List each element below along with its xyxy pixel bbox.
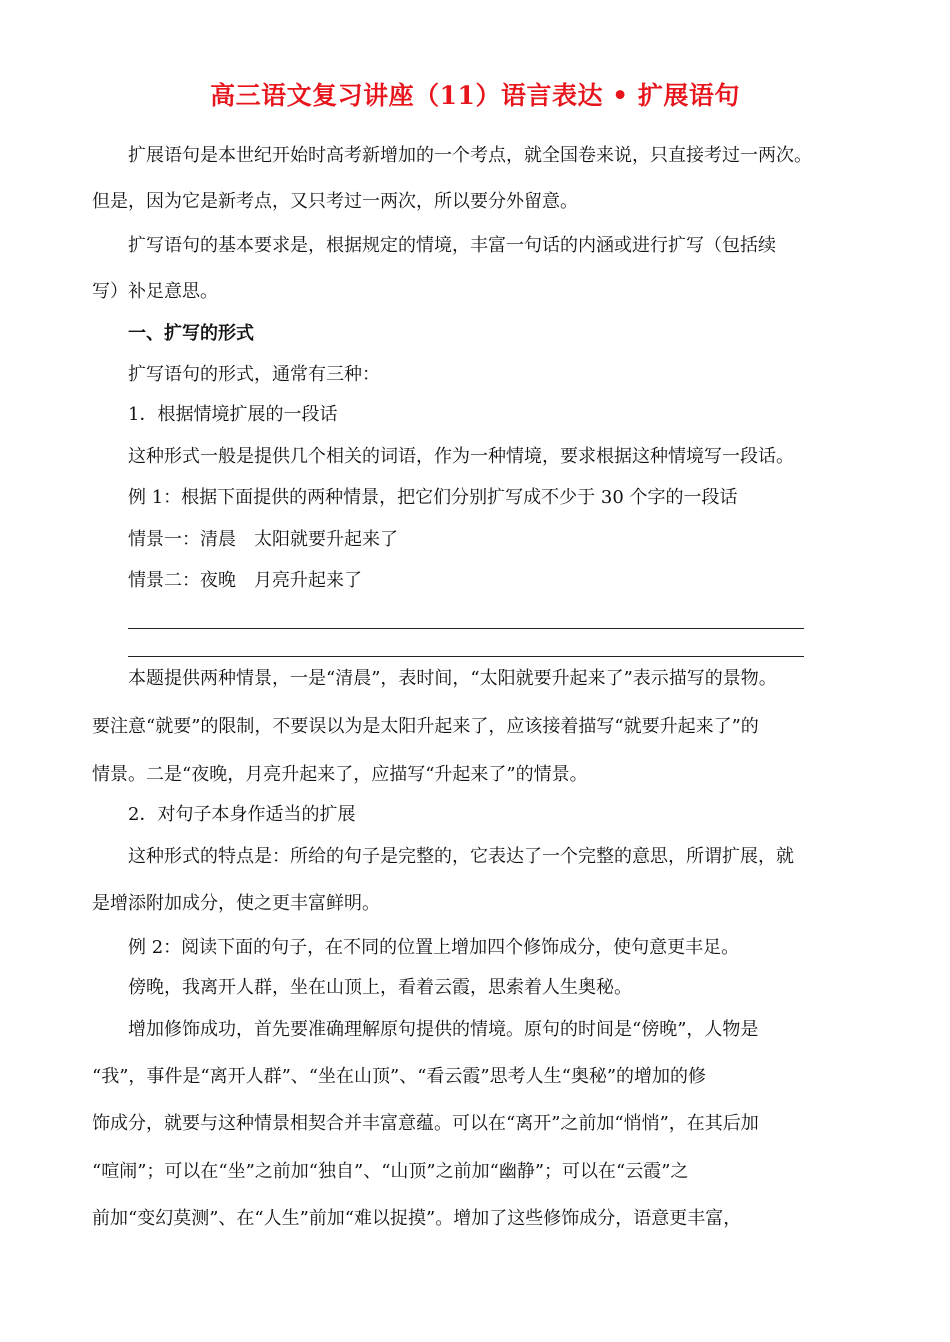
subsection-heading: 2．对句子本身作适当的扩展 [128, 804, 356, 825]
example-sentence: 傍晚，我离开人群，坐在山顶上，看着云霞，思索着人生奥秘。 [128, 977, 632, 998]
section-heading: 一、扩写的形式 [128, 323, 254, 344]
paragraph-line: 前加“变幻莫测”、在“人生”前加“难以捉摸”。增加了这些修饰成分，语意更丰富， [92, 1208, 742, 1229]
paragraph-line: 但是，因为它是新考点，又只考过一两次，所以要分外留意。 [92, 191, 578, 212]
scenario-line: 情景二：夜晚 月亮升起来了 [128, 570, 362, 591]
paragraph-line: 情景。二是“夜晚，月亮升起来了，应描写“升起来了”的情景。 [92, 764, 588, 785]
paragraph-line: 这种形式一般是提供几个相关的词语，作为一种情境，要求根据这种情境写一段话。 [128, 446, 794, 467]
example-line: 例 2：阅读下面的句子，在不同的位置上增加四个修饰成分，使句意更丰足。 [128, 937, 740, 958]
answer-blank-line [128, 628, 804, 629]
paragraph-line: “我”，事件是“离开人群”、“坐在山顶”、“看云霞”思考人生“奥秘”的增加的修 [92, 1066, 707, 1087]
subsection-heading: 1．根据情境扩展的一段话 [128, 404, 338, 425]
scenario-line: 情景一：清晨 太阳就要升起来了 [128, 529, 398, 550]
example-line: 例 1：根据下面提供的两种情景，把它们分别扩写成不少于 30 个字的一段话 [128, 487, 738, 508]
paragraph-line: 写）补足意思。 [92, 281, 218, 302]
paragraph-line: 要注意“就要”的限制，不要误以为是太阳升起来了，应该接着描写“就要升起来了”的 [92, 716, 759, 737]
paragraph-line: “喧闹”；可以在“坐”之前加“独自”、“山顶”之前加“幽静”；可以在“云霞”之 [92, 1161, 689, 1182]
answer-blank-line [128, 656, 804, 657]
paragraph-line: 扩写语句的形式，通常有三种： [128, 364, 380, 385]
paragraph-line: 本题提供两种情景，一是“清晨”，表时间，“太阳就要升起来了”表示描写的景物。 [128, 668, 777, 689]
paragraph-line: 这种形式的特点是：所给的句子是完整的，它表达了一个完整的意思，所谓扩展，就 [128, 846, 794, 867]
page-title: 高三语文复习讲座（11）语言表达 • 扩展语句 [210, 81, 740, 110]
paragraph-line: 增加修饰成功，首先要准确理解原句提供的情境。原句的时间是“傍晚”，人物是 [128, 1019, 759, 1040]
paragraph-line: 扩写语句的基本要求是，根据规定的情境，丰富一句话的内涵或进行扩写（包括续 [128, 235, 776, 256]
paragraph-line: 是增添附加成分，使之更丰富鲜明。 [92, 893, 380, 914]
paragraph-line: 扩展语句是本世纪开始时高考新增加的一个考点，就全国卷来说，只直接考过一两次。 [128, 145, 812, 166]
paragraph-line: 饰成分，就要与这种情景相契合并丰富意蕴。可以在“离开”之前加“悄悄”，在其后加 [92, 1113, 759, 1134]
